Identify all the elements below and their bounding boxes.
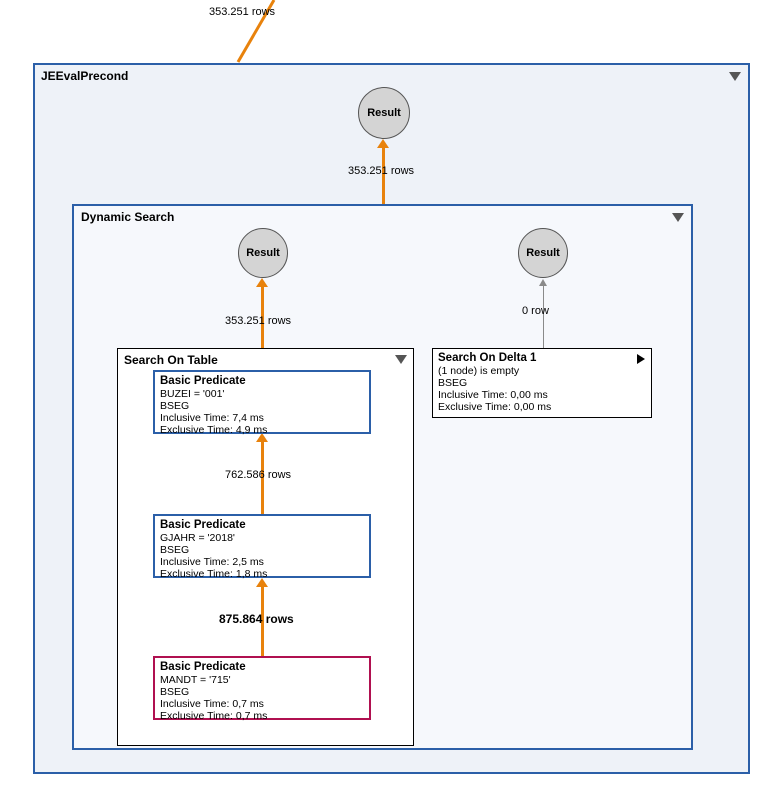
node-table: BSEG bbox=[160, 400, 190, 412]
node-table: BSEG bbox=[160, 686, 190, 698]
node-title: Basic Predicate bbox=[160, 519, 246, 531]
node-basic-predicate-buzei[interactable] bbox=[153, 370, 371, 434]
result-node-right-label: Result bbox=[526, 247, 560, 259]
edge-delta-to-result-right-arrow bbox=[539, 279, 547, 286]
edge-predicate1-to-result-left-arrow bbox=[256, 278, 268, 287]
edge-label-pred2-to-pred3: 875.864 rows bbox=[219, 612, 294, 626]
node-basic-predicate-mandt[interactable] bbox=[153, 656, 371, 720]
triangle-down-icon[interactable] bbox=[672, 213, 684, 222]
triangle-down-icon[interactable] bbox=[729, 72, 741, 81]
node-title: Basic Predicate bbox=[160, 661, 246, 673]
edge-delta-to-result-right bbox=[543, 286, 544, 348]
edge-label-result-left-in: 353.251 rows bbox=[225, 315, 292, 327]
node-exclusive-time: Exclusive Time: 1,8 ms bbox=[160, 568, 268, 580]
node-search-on-delta-1[interactable] bbox=[432, 348, 652, 418]
container-dynamic-search-title: Dynamic Search bbox=[81, 210, 175, 224]
result-node-top[interactable] bbox=[358, 87, 410, 139]
node-inclusive-time: Inclusive Time: 7,4 ms bbox=[160, 412, 264, 424]
top-edge-label: 353.251 rows bbox=[209, 6, 276, 18]
result-node-right[interactable] bbox=[518, 228, 568, 278]
edge-dynsearch-to-result-top-arrow bbox=[377, 139, 389, 148]
node-exclusive-time: Exclusive Time: 0,00 ms bbox=[438, 401, 552, 413]
node-inclusive-time: Inclusive Time: 2,5 ms bbox=[160, 556, 264, 568]
node-basic-predicate-gjahr[interactable] bbox=[153, 514, 371, 578]
node-predicate: BUZEI = '001' bbox=[160, 388, 225, 400]
edge-label-pred1-to-pred2: 762.586 rows bbox=[225, 469, 292, 481]
result-node-left-label: Result bbox=[246, 247, 280, 259]
node-table: BSEG bbox=[438, 377, 468, 389]
edge-label-result-top-in: 353.251 rows bbox=[348, 165, 415, 177]
node-title: Search On Delta 1 bbox=[438, 352, 537, 364]
node-detail: (1 node) is empty bbox=[438, 365, 520, 377]
container-search-on-table-title: Search On Table bbox=[124, 353, 218, 367]
result-node-left[interactable] bbox=[238, 228, 288, 278]
container-jeevalprecond-title: JEEvalPrecond bbox=[41, 69, 129, 83]
node-exclusive-time: Exclusive Time: 0,7 ms bbox=[160, 710, 268, 722]
edge-label-result-right-in: 0 row bbox=[522, 305, 549, 317]
node-table: BSEG bbox=[160, 544, 190, 556]
node-title: Basic Predicate bbox=[160, 375, 246, 387]
triangle-right-icon[interactable] bbox=[637, 354, 645, 364]
node-exclusive-time: Exclusive Time: 4,9 ms bbox=[160, 424, 268, 436]
result-node-top-label: Result bbox=[367, 107, 401, 119]
node-predicate: MANDT = '715' bbox=[160, 674, 231, 686]
triangle-down-icon[interactable] bbox=[395, 355, 407, 364]
node-inclusive-time: Inclusive Time: 0,00 ms bbox=[438, 389, 548, 401]
node-inclusive-time: Inclusive Time: 0,7 ms bbox=[160, 698, 264, 710]
node-predicate: GJAHR = '2018' bbox=[160, 532, 235, 544]
